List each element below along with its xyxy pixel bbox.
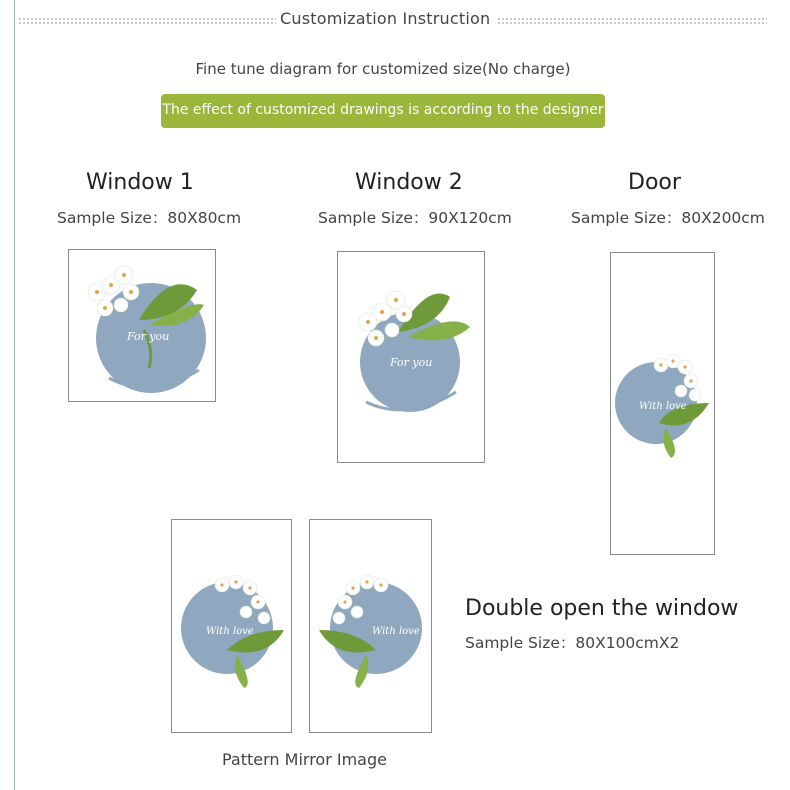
script-text: With love bbox=[372, 626, 420, 637]
window2-size: Sample Size：90X120cm bbox=[318, 209, 512, 227]
window2-frame bbox=[337, 251, 485, 463]
double-title: Double open the window bbox=[465, 596, 739, 621]
header-dots-left bbox=[18, 17, 276, 25]
orchid-circle-illustration-mirrored bbox=[310, 520, 431, 732]
header-title: Customization Instruction bbox=[280, 9, 491, 28]
door-title: Door bbox=[628, 170, 681, 195]
double-left-frame bbox=[171, 519, 292, 733]
door-size: Sample Size：80X200cm bbox=[571, 209, 765, 227]
window1-frame bbox=[68, 249, 216, 402]
window1-size: Sample Size：80X80cm bbox=[57, 209, 242, 227]
window1-title: Window 1 bbox=[86, 170, 194, 195]
script-text: For you bbox=[390, 356, 433, 369]
notice-banner: The effect of customized drawings is according to the designer make. bbox=[161, 94, 605, 128]
page-left-border bbox=[14, 0, 15, 790]
orchid-circle-illustration bbox=[338, 252, 484, 462]
double-size: Sample Size：80X100cmX2 bbox=[465, 634, 680, 652]
script-text: For you bbox=[127, 330, 170, 343]
header-dots-right bbox=[497, 17, 767, 25]
script-text: With love bbox=[639, 401, 687, 412]
orchid-circle-illustration bbox=[69, 250, 215, 401]
door-frame bbox=[610, 252, 715, 555]
double-right-frame bbox=[309, 519, 432, 733]
orchid-circle-illustration bbox=[172, 520, 291, 732]
orchid-circle-illustration bbox=[611, 253, 714, 554]
window2-title: Window 2 bbox=[355, 170, 463, 195]
script-text: With love bbox=[206, 626, 254, 637]
subtitle: Fine tune diagram for customized size(No charge) bbox=[195, 60, 571, 78]
mirror-caption: Pattern Mirror Image bbox=[222, 750, 387, 769]
